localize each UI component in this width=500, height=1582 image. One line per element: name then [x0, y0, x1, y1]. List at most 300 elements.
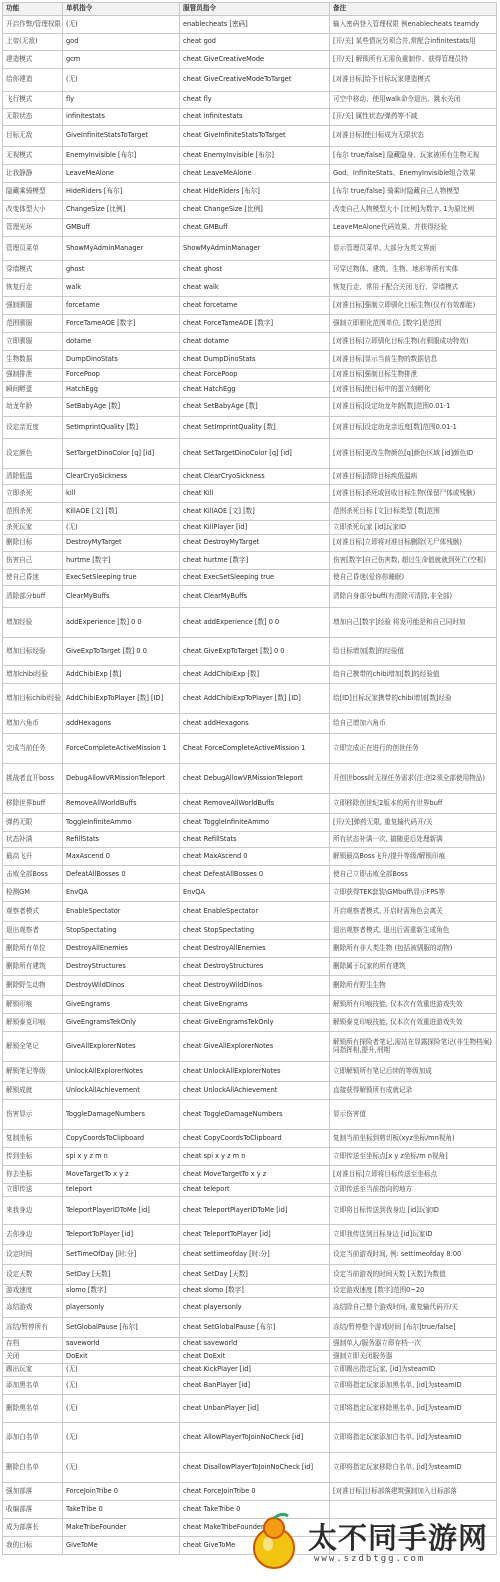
- row-admin-command: cheat UnlockAllAchievement: [180, 1082, 330, 1100]
- row-single-command: DestroyMyTarget: [63, 535, 180, 552]
- row-function: 立即杀死: [3, 485, 63, 503]
- row-function: 增加目标经验: [3, 638, 63, 666]
- row-note: LeaveMeAlone代码效果、并获得经验: [330, 219, 497, 237]
- row-function: 设定亲近度: [3, 417, 63, 439]
- header-note: 备注: [330, 3, 497, 16]
- row-note: [开/关] 某些情况另须合并,常配合infinitestats用: [330, 34, 497, 51]
- row-single-command: ghost: [63, 261, 180, 279]
- row-admin-command: cheat TeleportToPlayer [id]: [180, 1225, 330, 1245]
- row-admin-command: cheat DumpDinoStats: [180, 351, 330, 369]
- table-row: [3, 369, 497, 382]
- row-function: 伤害显示: [3, 1100, 63, 1130]
- row-admin-command: cheat addHexagons: [180, 714, 330, 734]
- table-row: [3, 1364, 497, 1377]
- site-watermark: [244, 1510, 494, 1574]
- row-single-command: AddChibiExpToPlayer [数] [ID]: [63, 684, 180, 714]
- row-function: 冻结/暂停所有: [3, 1318, 63, 1338]
- row-single-command: AddChibiExp [数]: [63, 666, 180, 684]
- row-single-command: hurtme [数字]: [63, 552, 180, 570]
- row-function: 关闭: [3, 1351, 63, 1364]
- row-admin-command: cheat ToggleInfiniteAmmo: [180, 814, 330, 832]
- row-single-command: CopyCoordsToClipboard: [63, 1130, 180, 1148]
- row-admin-command: cheat playersonly: [180, 1298, 330, 1318]
- table-row: [3, 570, 497, 586]
- row-function: 状态补满: [3, 832, 63, 848]
- table-row: [3, 848, 497, 866]
- row-function: 冻结游戏: [3, 1298, 63, 1318]
- row-single-command: RemoveAllWorldBuffs: [63, 794, 180, 814]
- row-function: 退出观察者: [3, 922, 63, 940]
- table-row: [3, 1032, 497, 1062]
- row-note: [对准目标]目标部落建筑强制加入目标部落: [330, 1483, 497, 1501]
- row-admin-command: cheat ForceJoinTribe 0: [180, 1483, 330, 1501]
- row-admin-command: cheat SetDay [天数]: [180, 1265, 330, 1285]
- row-function: 复制坐标: [3, 1130, 63, 1148]
- row-note: 解锁最高Boss飞升/提升等级/解锁印痕: [330, 848, 497, 866]
- row-note: [对准目标]立即将对准目标删除(无尸体残骸): [330, 535, 497, 552]
- row-function: 使自己昏迷: [3, 570, 63, 586]
- table-row: [3, 1245, 497, 1265]
- row-note: 立即解锁所有笔记后续的等级加成: [330, 1062, 497, 1082]
- row-single-command: (无): [63, 1395, 180, 1423]
- row-note: 使自己立即击败全部Boss: [330, 866, 497, 884]
- row-function: 传到坐标: [3, 1148, 63, 1166]
- table-row: [3, 439, 497, 469]
- row-admin-command: cheat addExperience [数] 0 0: [180, 608, 330, 638]
- table-row: [3, 586, 497, 608]
- row-note: 给自己携带的chibi增加[数]的经验值: [330, 666, 497, 684]
- row-admin-command: EnvQA: [180, 884, 330, 902]
- row-note: 增加自己[数字]经验 将发可能是和自己同时加: [330, 608, 497, 638]
- row-single-command: ToggleInfiniteAmmo: [63, 814, 180, 832]
- watermark-url: www.szdbtgg.com: [314, 1554, 426, 1564]
- row-function: 无限状态: [3, 109, 63, 126]
- row-single-command: (无): [63, 1377, 180, 1395]
- row-function: 改变体型大小: [3, 201, 63, 219]
- row-note: 强制单人/服务器立即存档一次: [330, 1338, 497, 1351]
- row-function: 最高飞升: [3, 848, 63, 866]
- table-row: [3, 714, 497, 734]
- row-function: 上帝(无敌): [3, 34, 63, 51]
- row-note: 立即踢出指定玩家, [id]为steamID: [330, 1364, 497, 1377]
- row-function: 立即传送: [3, 1184, 63, 1197]
- row-note: 冻结/暂停整个游戏时间 [布尔]true/false]: [330, 1318, 497, 1338]
- table-row: [3, 237, 497, 261]
- row-single-command: saveworld: [63, 1338, 180, 1351]
- row-single-command: dotame: [63, 333, 180, 351]
- row-admin-command: cheat TakeTribe 0: [180, 1501, 330, 1519]
- row-note: 冻结除自己整个游戏时间, 重复输代码开/关: [330, 1298, 497, 1318]
- row-admin-command: cheat ExecSetSleeping true: [180, 570, 330, 586]
- row-admin-command: cheat infinitestats: [180, 109, 330, 126]
- row-single-command: ForceCompleteActiveMission 1: [63, 734, 180, 764]
- table-row: [3, 1423, 497, 1453]
- table-row: [3, 1014, 497, 1032]
- row-single-command: MaxAscend 0: [63, 848, 180, 866]
- row-note: 改变自己人物模型大小 [比例]为数字, 1为原比例: [330, 201, 497, 219]
- row-function: 挑战者直开boss: [3, 764, 63, 794]
- gourd-logo-icon: [244, 1512, 304, 1572]
- row-admin-command: cheat ChangeSize [比例]: [180, 201, 330, 219]
- row-note: [对准目标]强制立即驯化目标生物(仅有有效都能): [330, 297, 497, 315]
- table-row: [3, 297, 497, 315]
- row-single-command: ExecSetSleeping true: [63, 570, 180, 586]
- row-admin-command: cheat KickPlayer [id]: [180, 1364, 330, 1377]
- table-row: [3, 165, 497, 183]
- row-single-command: SetBabyAge [数]: [63, 398, 180, 417]
- table-row: [3, 201, 497, 219]
- row-admin-command: cheat GMBuff: [180, 219, 330, 237]
- row-note: 立即将指定玩家移除白名单, [id]为steamID: [330, 1453, 497, 1483]
- row-single-command: fly: [63, 92, 180, 109]
- header-row: [3, 3, 497, 16]
- row-note: 开启观察者模式, 开启时需角色会离关: [330, 902, 497, 922]
- row-note: 范围杀死目标 [文]目标类型 [数]范围: [330, 503, 497, 521]
- row-function: 管理光环: [3, 219, 63, 237]
- table-row: [3, 1338, 497, 1351]
- table-row: [3, 866, 497, 884]
- row-single-command: EnvQA: [63, 884, 180, 902]
- row-note: 直接获得解锁所有成就记录: [330, 1082, 497, 1100]
- row-single-command: kill: [63, 485, 180, 503]
- row-admin-command: cheat AddChibiExp [数]: [180, 666, 330, 684]
- table-row: [3, 552, 497, 570]
- row-single-command: teleport: [63, 1184, 180, 1197]
- table-row: [3, 940, 497, 958]
- row-note: 立即我传送到目标身边 [id]玩家ID: [330, 1225, 497, 1245]
- row-note: 立即将目标传送到我身边 [id]玩家ID: [330, 1197, 497, 1225]
- row-note: 显示伤害值: [330, 1100, 497, 1130]
- row-function: 删除白名单: [3, 1453, 63, 1483]
- row-note: 可穿过物体、建筑、生物、地形等所有实体: [330, 261, 497, 279]
- table-row: [3, 884, 497, 902]
- row-function: 强加部落: [3, 1483, 63, 1501]
- row-note: [开/关] 解锁所有无需负重制作、获得管理员特: [330, 51, 497, 69]
- table-row: [3, 1285, 497, 1298]
- row-single-command: addExperience [数] 0 0: [63, 608, 180, 638]
- table-row: [3, 814, 497, 832]
- header-function: 功能: [3, 3, 63, 16]
- row-admin-command: cheat RefillStats: [180, 832, 330, 848]
- row-admin-command: cheat Kill: [180, 485, 330, 503]
- row-note: 删除所有野生生物: [330, 976, 497, 996]
- row-function: 无视模式: [3, 147, 63, 165]
- row-admin-command: cheat GiveAllExplorerNotes: [180, 1032, 330, 1062]
- table-row: [3, 1318, 497, 1338]
- row-single-command: UnlockAllAchievement: [63, 1082, 180, 1100]
- table-row: [3, 922, 497, 940]
- row-admin-command: cheat GiveCreativeMode: [180, 51, 330, 69]
- row-function: 收编部落: [3, 1501, 63, 1519]
- row-single-command: slomo [数字]: [63, 1285, 180, 1298]
- row-function: 穿墙模式: [3, 261, 63, 279]
- row-function: 设定时间: [3, 1245, 63, 1265]
- row-admin-command: cheat spi x y z m n: [180, 1148, 330, 1166]
- row-single-command: GiveInfiniteStatsToTarget: [63, 126, 180, 147]
- row-admin-command: cheat KillPlayer [id]: [180, 521, 330, 535]
- row-function: 立即驯服: [3, 333, 63, 351]
- row-note: [布尔 true/false] 骑乘时隐藏自己人物模型: [330, 183, 497, 201]
- table-row: [3, 1395, 497, 1423]
- row-note: [对准目标]立即驯化目标生物(有驯服成功特效): [330, 333, 497, 351]
- row-note: 立即将指定玩家添加白名单, [id]为steamID: [330, 1423, 497, 1453]
- row-admin-command: cheat fly: [180, 92, 330, 109]
- row-admin-command: cheat MoveTargetTo x y z: [180, 1166, 330, 1184]
- row-single-command: MakeTribeFounder: [63, 1519, 180, 1537]
- row-function: 增加经验: [3, 608, 63, 638]
- row-note: 立即完成正在进行的创世任务: [330, 734, 497, 764]
- row-admin-command: cheat walk: [180, 279, 330, 297]
- row-function: 设定颜色: [3, 439, 63, 469]
- watermark-brand: 太不同手游网: [308, 1521, 489, 1555]
- row-note: 使自己昏迷(爱你你睡眠): [330, 570, 497, 586]
- row-admin-command: cheat saveworld: [180, 1338, 330, 1351]
- row-function: 游戏速度: [3, 1285, 63, 1298]
- row-function: 来我身边: [3, 1197, 63, 1225]
- row-admin-command: Cheat ForceCompleteActiveMission 1: [180, 734, 330, 764]
- row-note: [对准目标]给予目标玩家建造模式: [330, 69, 497, 92]
- row-admin-command: cheat BanPlayer [id]: [180, 1377, 330, 1395]
- row-single-command: (无): [63, 521, 180, 535]
- row-admin-command: cheat ForceTameAOE [数字]: [180, 315, 330, 333]
- row-admin-command: enablecheats [密码]: [180, 16, 330, 34]
- row-admin-command: cheat MaxAscend 0: [180, 848, 330, 866]
- row-note: 给目标增加[数]的经验值: [330, 638, 497, 666]
- row-note: God、InfiniteStats、EnemyInvisible组合效果: [330, 165, 497, 183]
- row-single-command: DestroyStructures: [63, 958, 180, 976]
- row-note: [对准目标]立即将目标传送至坐标点: [330, 1166, 497, 1184]
- row-admin-command: cheat SetImprintQuality [数]: [180, 417, 330, 439]
- row-note: 给[ID]目标玩家携带的chibi增加[数]经验: [330, 684, 497, 714]
- row-admin-command: cheat DefeatAllBosses 0: [180, 866, 330, 884]
- table-row: [3, 535, 497, 552]
- table-row: [3, 1351, 497, 1364]
- row-function: 生物数据: [3, 351, 63, 369]
- row-admin-command: cheat UnbanPlayer [id]: [180, 1395, 330, 1423]
- row-single-command: StopSpectating: [63, 922, 180, 940]
- row-note: 显示管理员菜单, 大部分为英文界面: [330, 237, 497, 261]
- row-admin-command: cheat GiveCreativeModeToTarget: [180, 69, 330, 92]
- row-note: 立即移除创世纪2版本的所有世界buff: [330, 794, 497, 814]
- row-note: 解锁所有探险者笔记,需站在显露探险笔记(非生物档案)同指挥相,提升,刑期: [330, 1032, 497, 1062]
- row-admin-command: cheat forcetame: [180, 297, 330, 315]
- row-function: 解锁泰克印痕: [3, 1014, 63, 1032]
- row-function: 范围杀死: [3, 503, 63, 521]
- table-row: [3, 279, 497, 297]
- row-note: 所有状态补满一次, 搞随更后处理新满: [330, 832, 497, 848]
- row-function: 成为部落长: [3, 1519, 63, 1537]
- row-function: 强制驯服: [3, 297, 63, 315]
- row-admin-command: cheat dotame: [180, 333, 330, 351]
- table-row: [3, 794, 497, 814]
- row-admin-command: cheat StopSpectating: [180, 922, 330, 940]
- row-admin-command: cheat god: [180, 34, 330, 51]
- row-note: [对准目标]杀死或回收目标生物(保留尸体或残骸): [330, 485, 497, 503]
- row-note: 开创世boss时无视任务需求(注:创2须全部使用物品): [330, 764, 497, 794]
- row-single-command: SetGlobalPause [布尔]: [63, 1318, 180, 1338]
- row-function: 管理员菜单: [3, 237, 63, 261]
- row-function: 清除低温: [3, 469, 63, 485]
- table-row: [3, 398, 497, 417]
- row-single-command: DefeatAllBosses 0: [63, 866, 180, 884]
- row-admin-command: ShowMyAdminManager: [180, 237, 330, 261]
- row-single-command: (无): [63, 1364, 180, 1377]
- row-single-command: spi x y z m n: [63, 1148, 180, 1166]
- row-admin-command: cheat SetTargetDinoColor [q] [id]: [180, 439, 330, 469]
- row-single-command: GiveAllExplorerNotes: [63, 1032, 180, 1062]
- header-single-command: 单机指令: [63, 3, 180, 16]
- row-admin-command: cheat HatchEgg: [180, 382, 330, 398]
- header-admin-command: 服管员指令: [180, 3, 330, 16]
- row-note: 立即将指定玩家移除黑名单, [id]为steamID: [330, 1395, 497, 1423]
- table-row: [3, 183, 497, 201]
- row-note: 伤害[数字]自己伤害数, 超过生命值就就到死亡(空根): [330, 552, 497, 570]
- row-note: 删除属于玩家的所有建筑: [330, 958, 497, 976]
- row-admin-command: cheat DestroyWildDinos: [180, 976, 330, 996]
- row-note: 立即传送至当前指向的地方: [330, 1184, 497, 1197]
- row-function: 让我静静: [3, 165, 63, 183]
- row-note: [对准目标]设定幼龙年龄[数]范围0.01-1: [330, 398, 497, 417]
- row-single-command: GiveToMe: [63, 1537, 180, 1555]
- row-single-command: EnableSpectator: [63, 902, 180, 922]
- row-single-command: DebugAllowVRMissionTeleport: [63, 764, 180, 794]
- table-row: [3, 976, 497, 996]
- row-single-command: DestroyAllEnemies: [63, 940, 180, 958]
- row-admin-command: cheat ForcePoop: [180, 369, 330, 382]
- row-function: 解锁全笔记: [3, 1032, 63, 1062]
- row-note: 立即获得TEK套装\GMbuff\显示FPS等: [330, 884, 497, 902]
- row-function: 弹药无限: [3, 814, 63, 832]
- row-admin-command: cheat teleport: [180, 1184, 330, 1197]
- row-admin-command: cheat TeleportPlayerIDToMe [id]: [180, 1197, 330, 1225]
- row-admin-command: cheat DisallowPlayerToJoinNoCheck [id]: [180, 1453, 330, 1483]
- table-row: [3, 638, 497, 666]
- row-single-command: HideRiders [布尔]: [63, 183, 180, 201]
- row-single-command: gcm: [63, 51, 180, 69]
- row-admin-command: cheat GiveInfiniteStatsToTarget: [180, 126, 330, 147]
- row-admin-command: cheat EnemyInvisible [布尔]: [180, 147, 330, 165]
- row-note: 立即杀死玩家 [id]玩家ID: [330, 521, 497, 535]
- row-note: 强制立即驯化范围单位, [数字]是范围: [330, 315, 497, 333]
- row-single-command: DumpDinoStats: [63, 351, 180, 369]
- row-single-command: SetImprintQuality [数]: [63, 417, 180, 439]
- row-single-command: ClearCryoSickness: [63, 469, 180, 485]
- row-admin-command: cheat SetBabyAge [数]: [180, 398, 330, 417]
- row-function: 解锁成就: [3, 1082, 63, 1100]
- row-single-command: GiveEngrams: [63, 996, 180, 1014]
- row-single-command: SetTimeOfDay [时:分]: [63, 1245, 180, 1265]
- table-row: [3, 1184, 497, 1197]
- row-function: 杀死玩家: [3, 521, 63, 535]
- row-single-command: (无): [63, 1423, 180, 1453]
- row-single-command: ForceJoinTribe 0: [63, 1483, 180, 1501]
- row-admin-command: cheat AddChibiExpToPlayer [数] [ID]: [180, 684, 330, 714]
- table-row: [3, 34, 497, 51]
- row-function: 开启作弊/管理权限: [3, 16, 63, 34]
- row-note: 输入密码登入管理权限 例enablecheats teamdy: [330, 16, 497, 34]
- row-function: 伤害自己: [3, 552, 63, 570]
- row-function: 移除世界buff: [3, 794, 63, 814]
- table-row: [3, 521, 497, 535]
- row-function: 增加目标chibi经验: [3, 684, 63, 714]
- row-single-command: (无): [63, 1453, 180, 1483]
- row-function: 增加chibi经验: [3, 666, 63, 684]
- table-row: [3, 684, 497, 714]
- row-admin-command: cheat DestroyStructures: [180, 958, 330, 976]
- row-note: 解锁所有印痕技能, 仅本次有效重进游戏失效: [330, 996, 497, 1014]
- row-note: 恢复行走、常用于配合关闭飞行、穿墙模式: [330, 279, 497, 297]
- table-row: [3, 1082, 497, 1100]
- row-function: 建造模式: [3, 51, 63, 69]
- row-function: 击败全部Boss: [3, 866, 63, 884]
- row-admin-command: cheat slomo [数字]: [180, 1285, 330, 1298]
- row-function: 存档: [3, 1338, 63, 1351]
- table-row: [3, 666, 497, 684]
- table-row: [3, 351, 497, 369]
- row-note: [对准目标]显示当前生物的数据信息: [330, 351, 497, 369]
- row-function: 删除目标: [3, 535, 63, 552]
- table-row: [3, 315, 497, 333]
- row-note: 删除所有非人类生物 (包括被驯服的动物): [330, 940, 497, 958]
- table-row: [3, 764, 497, 794]
- row-note: 给自己增加六角币: [330, 714, 497, 734]
- table-row: [3, 382, 497, 398]
- row-note: 清除自身部分buff(有清除可清除,非全部): [330, 586, 497, 608]
- row-note: 设定当前游戏的时间天数 [天数]为数值: [330, 1265, 497, 1285]
- table-row: [3, 417, 497, 439]
- row-note: 设定游戏速度 [数字]范围0~20: [330, 1285, 497, 1298]
- row-single-command: walk: [63, 279, 180, 297]
- row-admin-command: cheat GiveEngramsTekOnly: [180, 1014, 330, 1032]
- row-function: 解锁印痕: [3, 996, 63, 1014]
- row-note: 设定当前游戏时间, 例: settimeofday 8:00: [330, 1245, 497, 1265]
- row-function: 设定天数: [3, 1265, 63, 1285]
- row-function: 清除部分buff: [3, 586, 63, 608]
- table-row: [3, 1483, 497, 1501]
- row-admin-command: cheat ClearMyBuffs: [180, 586, 330, 608]
- table-row: [3, 1377, 497, 1395]
- row-function: 去你身边: [3, 1225, 63, 1245]
- table-row: [3, 1265, 497, 1285]
- row-single-command: addHexagons: [63, 714, 180, 734]
- row-note: 立即将指定玩家添加黑名单, [id]为steamID: [330, 1377, 497, 1395]
- row-admin-command: cheat DestroyMyTarget: [180, 535, 330, 552]
- row-admin-command: cheat DestroyAllEnemies: [180, 940, 330, 958]
- table-row: [3, 126, 497, 147]
- table-row: [3, 1100, 497, 1130]
- row-admin-command: cheat ToggleDamageNumbers: [180, 1100, 330, 1130]
- table-row: [3, 261, 497, 279]
- row-function: 范围驯服: [3, 315, 63, 333]
- row-function: 观察者模式: [3, 902, 63, 922]
- row-function: 目标无敌: [3, 126, 63, 147]
- table-row: [3, 734, 497, 764]
- row-note: 退出观察者模式, 退出后需重新生成角色: [330, 922, 497, 940]
- row-function: 添加白名单: [3, 1423, 63, 1453]
- row-note: [对准目标]强制目标生物排泄: [330, 369, 497, 382]
- table-row: [3, 902, 497, 922]
- row-admin-command: cheat settimeofday [时:分]: [180, 1245, 330, 1265]
- row-single-command: MoveTargetTo x y z: [63, 1166, 180, 1184]
- row-function: 瞬间孵蛋: [3, 382, 63, 398]
- row-function: 删除所有建筑: [3, 958, 63, 976]
- row-admin-command: cheat DebugAllowVRMissionTeleport: [180, 764, 330, 794]
- row-single-command: RefillStats: [63, 832, 180, 848]
- row-admin-command: cheat GiveToMe: [180, 1537, 330, 1555]
- row-admin-command: cheat hurtme [数字]: [180, 552, 330, 570]
- table-row: [3, 333, 497, 351]
- table-row: [3, 1197, 497, 1225]
